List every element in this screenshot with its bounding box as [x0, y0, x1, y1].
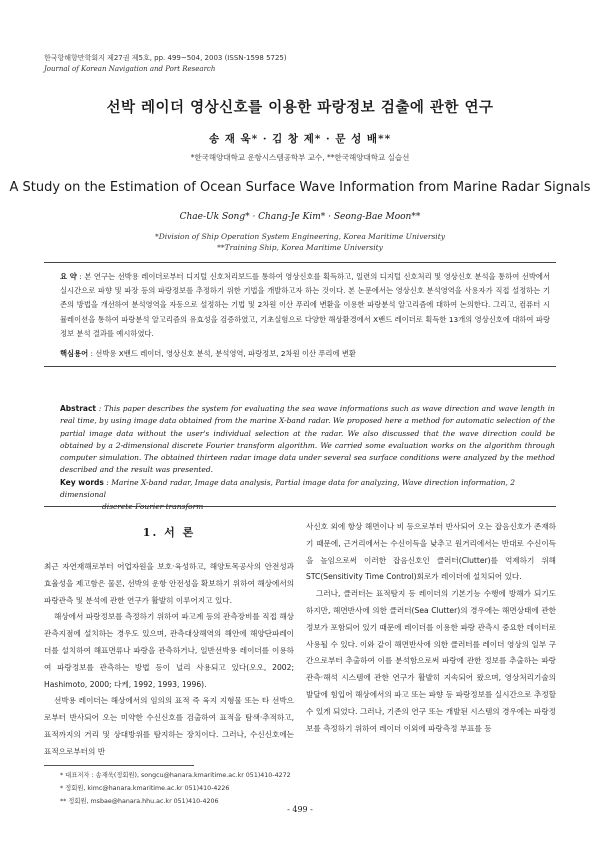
abstract-korean-text: : 본 연구는 선박용 레이더로부터 디지털 신호처리보드를 통하여 영상신호를 획득하고, 일련의 디지털 신호처리 및 영상신호 분석을 통하여 선박에서 실시간으로 파향 및 파장 등의 파랑정보를 추정하기 위한 기법을 개발하고자 하는 것이다. 본 논문에서는 영상신호 분석영역을 사용자가 직접 설정하는 기존의 방법을 개선하여 분석영역을 자동으로 설정하는 기법 및 2차원 이산 푸리에 변환을 이용한 파랑분석 알고리즘에 대하여 논의한다. 그리고, 컴퓨터 시뮬레이션을 통하여 파랑분석 알고리즘의 유효성을 검증하였고, 기초실험으로 다양한 해상환경에서 X밴드 레이더로 획득한 13개의 영상신호에 대하여 파랑정보 분석 결과를 예시하였다.	[60, 272, 550, 338]
authors-english: Chae-Uk Song* · Chang-Je Kim* · Seong-Bae Moon**	[179, 212, 421, 222]
paragraph: 최근 자연재해로부터 어업자원을 보호·육성하고, 해양토목공사의 안전성과 효율성을 제고함은 물론, 선박의 운항 안전성을 확보하기 위하여 해상에서의 파랑관측 및 분석에 관한 연구가 활발히 이루어지고 있다.	[44, 562, 294, 605]
affiliation-korean: *한국해양대학교 운항시스템공학부 교수, **한국해양대학교 실습선	[190, 153, 410, 162]
footnote: * 대표저자 : 송재욱(정회원), songcu@hanara.kmaritime.ac.kr 051)410-4272	[60, 772, 291, 779]
footnote: * 정회원, kimc@hanara.kmaritime.ac.kr 051)410-4226	[60, 785, 230, 792]
page-number: - 499 -	[287, 805, 313, 814]
body-column-left	[44, 559, 294, 761]
footnote: ** 정회원, msbae@hanara.hhu.ac.kr 051)410-4206	[60, 798, 219, 805]
section-heading-introduction: 1. 서 론	[142, 526, 196, 539]
affiliation-english-2: **Training Ship, Korea Maritime University	[217, 243, 383, 252]
keywords-english	[60, 477, 555, 513]
keywords-english-continued: discrete Fourier transform	[102, 502, 204, 511]
title-korean: 선박 레이더 영상신호를 이용한 파랑정보 검출에 관한 연구	[106, 99, 494, 116]
abstract-english	[60, 403, 555, 477]
divider-top	[44, 262, 556, 263]
keywords-english-text: : Marine X-band radar, Image data analysis, Partial image data for analyzing, Wave direction information, 2 dimensional	[60, 478, 516, 499]
paragraph: 선박용 레이더는 해상에서의 임의의 표적 즉 육지 지형물 또는 타 선박으로부터 반사되어 오는 미약한 수신신호를 검출하여 표적을 탐색·추적하고, 표적까지의 거리 및 상대방위를 탐지하는 장치이다. 그러나, 수신신호에는 표적으로부터의 반	[44, 696, 294, 756]
affiliation-english-1: *Division of Ship Operation System Engineering, Korea Maritime University	[155, 232, 445, 241]
body-column-right	[306, 519, 556, 737]
keywords-korean-label: 핵심용어	[60, 349, 89, 358]
keywords-korean-text: : 선박용 X밴드 레이더, 영상신호 분석, 분석영역, 파랑정보, 2차원 이산 푸리에 변환	[90, 349, 356, 358]
divider-middle	[44, 366, 556, 367]
keywords-korean	[60, 349, 550, 359]
paragraph: 해상에서 파랑정보를 측정하기 위하여 파고계 등의 관측장비를 직접 해상관측지점에 설치하는 경우도 있으며, 관측대상해역의 해안에 해양단파레이더를 설치하여 해표면류나 파랑을 관측하거나, 일반선박용 레이더를 이용하여 파랑정보를 관측하는 방법 등이 널리 사용되고 있다(오오, 2002; Hashimoto, 2000; 다케, 1992, 1993, 1996).	[44, 612, 294, 689]
divider-bottom	[44, 506, 556, 507]
abstract-english-label: Abstract	[60, 404, 97, 413]
authors-korean: 송 재 욱* · 김 창 제* · 문 성 배**	[208, 133, 392, 145]
abstract-korean-label: 요 약	[60, 272, 77, 281]
abstract-english-text: : This paper describes the system for evaluating the sea wave informations such as wave direction and wave length in real time, by using image data obtained from the marine X-band radar. We proposed here a method for automatic selection of the partial image data without the user's individual selection at the radar. We also discussed that the wave direction could be obtained by a 2-dimensional discrete Fourier transform algorithm. We carried some evaluation works on the algorithm through computer simulation. The obtained thirteen radar image data under several sea surface conditions were analyzed by the method described and the result was presented.	[60, 404, 555, 475]
footnote-divider	[44, 765, 194, 766]
title-english: A Study on the Estimation of Ocean Surface Wave Information from Marine Radar Signals	[9, 180, 591, 195]
affiliation-english	[0, 231, 600, 253]
journal-name-en: Journal of Korean Navigation and Port Research	[44, 65, 216, 73]
journal-citation: 한국항해항만학회지 제27권 제5호, pp. 499~504, 2003 (ISSN-1598 5725)	[44, 54, 287, 62]
footnotes	[60, 769, 291, 808]
abstract-korean	[60, 270, 550, 341]
paragraph: 그러나, 클러터는 표적탐지 등 레이더의 기본기능 수행에 방해가 되기도 하지만, 해면반사에 의한 클러터(Sea Clutter)의 경우에는 해면상태에 관한 정보가 포함되어 있기 때문에 레이더를 이용한 파랑 관측시 중요한 데이터로 사용될 수 있다. 이와 같이 해면반사에 의한 클러터를 레이더 영상의 일부 구간으로부터 추출하여 이를 분석함으로써 파랑에 관한 정보를 추출하는 파랑관측·해석 시스템에 관한 연구가 활발히 지속되어 왔으며, 영상처리기술의 발달에 힘입어 해상에서의 파고 또는 파향 등 파랑정보를 실시간으로 추정할 수 있게 되었다. 그러나, 기존의 연구 또는 개발된 시스템의 경우에는 파랑정보를 측정하기 위하여 레이더 이외에 파랑측정 부표를 등	[306, 589, 556, 733]
keywords-english-label: Key words	[60, 478, 104, 487]
paragraph: 사신호 외에 항상 해면이나 비 등으로부터 반사되어 오는 잡음신호가 존재하기 때문에, 근거리에서는 수신이득을 낮추고 원거리에서는 반대로 수신이득을 높임으로써 이러한 잡음신호인 클러터(Clutter)를 억제하기 위해 STC(Sensitivity Time Control)회로가 레이더에 설치되어 있다.	[306, 522, 556, 582]
journal-header	[44, 53, 287, 75]
